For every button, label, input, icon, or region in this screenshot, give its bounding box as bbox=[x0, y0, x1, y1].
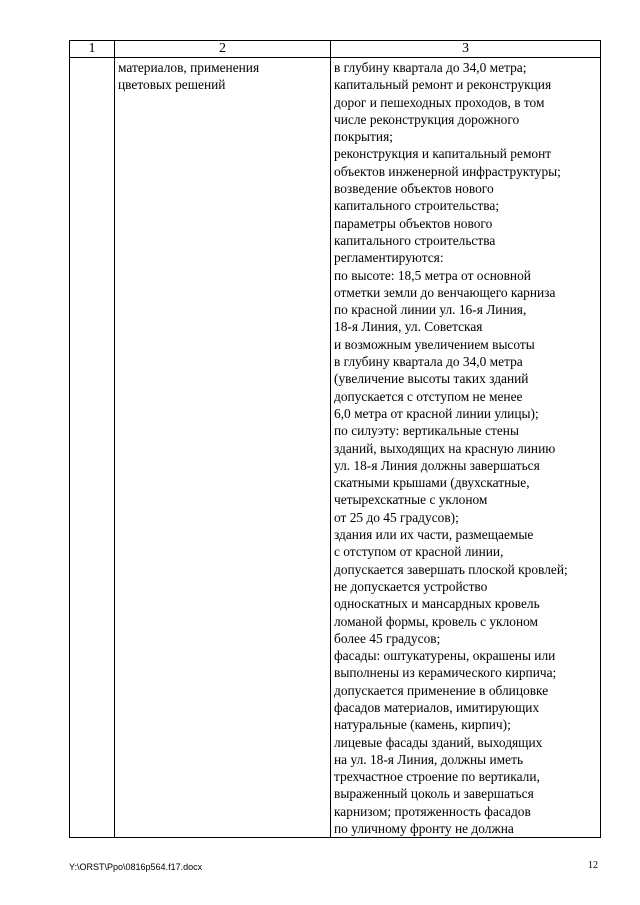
text-line: по силуэту: вертикальные стены bbox=[334, 423, 519, 439]
text-line: по высоте: 18,5 метра от основной bbox=[334, 267, 531, 283]
text-line: натуральные (камень, кирпич); bbox=[334, 717, 511, 733]
text-line: здания или их части, размещаемые bbox=[334, 527, 534, 543]
text-line: односкатных и мансардных кровель bbox=[334, 596, 540, 612]
text-line: допускается с отступом не менее bbox=[334, 388, 523, 404]
footer-page-number: 12 bbox=[588, 860, 598, 871]
text-line: в глубину квартала до 34,0 метра bbox=[334, 354, 523, 370]
text-line: реконструкция и капитальный ремонт bbox=[334, 146, 552, 162]
text-line: не допускается устройство bbox=[334, 578, 488, 594]
text-line: и возможным увеличением высоты bbox=[334, 336, 535, 352]
cell-col-2-text bbox=[115, 58, 330, 94]
text-line: капитального строительства; bbox=[334, 198, 500, 214]
cell-col-3-text bbox=[331, 58, 600, 837]
text-line: фасадов материалов, имитирующих bbox=[334, 699, 540, 715]
cell-col-3 bbox=[331, 58, 601, 838]
text-line: капитального строительства bbox=[334, 232, 496, 248]
text-line: скатными крышами (двухскатные, bbox=[334, 475, 530, 491]
text-line: ул. 18-я Линия должны завершаться bbox=[334, 457, 540, 473]
column-header-2: 2 bbox=[115, 41, 331, 58]
text-line: числе реконструкция дорожного bbox=[334, 111, 520, 127]
footer-file-path: Y:\ORST\Ppo\0816p564.f17.docx bbox=[69, 862, 203, 872]
text-line: капитальный ремонт и реконструкция bbox=[334, 77, 552, 93]
text-line: на ул. 18-я Линия, должны иметь bbox=[334, 751, 524, 767]
text-line: выраженный цоколь и завершаться bbox=[334, 786, 534, 802]
text-line: допускается применение в облицовке bbox=[334, 682, 549, 698]
text-line: возведение объектов нового bbox=[334, 181, 494, 197]
text-line: карнизом; протяженность фасадов bbox=[334, 803, 531, 819]
text-line: лицевые фасады зданий, выходящих bbox=[334, 734, 543, 750]
cell-col-2 bbox=[115, 58, 331, 838]
table-row bbox=[70, 58, 601, 838]
text-line: покрытия; bbox=[334, 129, 393, 145]
text-line: с отступом от красной линии, bbox=[334, 544, 504, 560]
text-line: материалов, применения bbox=[118, 60, 260, 75]
column-header-1: 1 bbox=[70, 41, 115, 58]
text-line: по уличному фронту не должна bbox=[334, 821, 514, 837]
text-line: 6,0 метра от красной линии улицы); bbox=[334, 405, 539, 421]
text-line: от 25 до 45 градусов); bbox=[334, 509, 459, 525]
text-line: отметки земли до венчающего карниза bbox=[334, 284, 556, 300]
text-line: параметры объектов нового bbox=[334, 215, 493, 231]
text-line: ломаной формы, кровель с уклоном bbox=[334, 613, 539, 629]
text-line: допускается завершать плоской кровлей; bbox=[334, 561, 568, 577]
text-line: дорог и пешеходных проходов, в том bbox=[334, 94, 545, 110]
text-line: регламентируются: bbox=[334, 250, 444, 266]
text-line: в глубину квартала до 34,0 метра; bbox=[334, 60, 527, 75]
text-line: (увеличение высоты таких зданий bbox=[334, 371, 529, 387]
text-line: выполнены из керамического кирпича; bbox=[334, 665, 557, 681]
cell-col-1 bbox=[70, 58, 115, 838]
text-line: цветовых решений bbox=[118, 77, 226, 93]
text-line: фасады: оштукатурены, окрашены или bbox=[334, 648, 556, 664]
text-line: по красной линии ул. 16-я Линия, bbox=[334, 302, 527, 318]
regulation-table bbox=[69, 40, 601, 838]
text-line: четырехскатные с уклоном bbox=[334, 492, 488, 508]
column-header-3: 3 bbox=[331, 41, 601, 58]
text-line: трехчастное строение по вертикали, bbox=[334, 769, 540, 785]
table-header-row bbox=[70, 41, 601, 58]
text-line: объектов инженерной инфраструктуры; bbox=[334, 163, 561, 179]
text-line: 18-я Линия, ул. Советская bbox=[334, 319, 483, 335]
text-line: зданий, выходящих на красную линию bbox=[334, 440, 556, 456]
text-line: более 45 градусов; bbox=[334, 630, 441, 646]
